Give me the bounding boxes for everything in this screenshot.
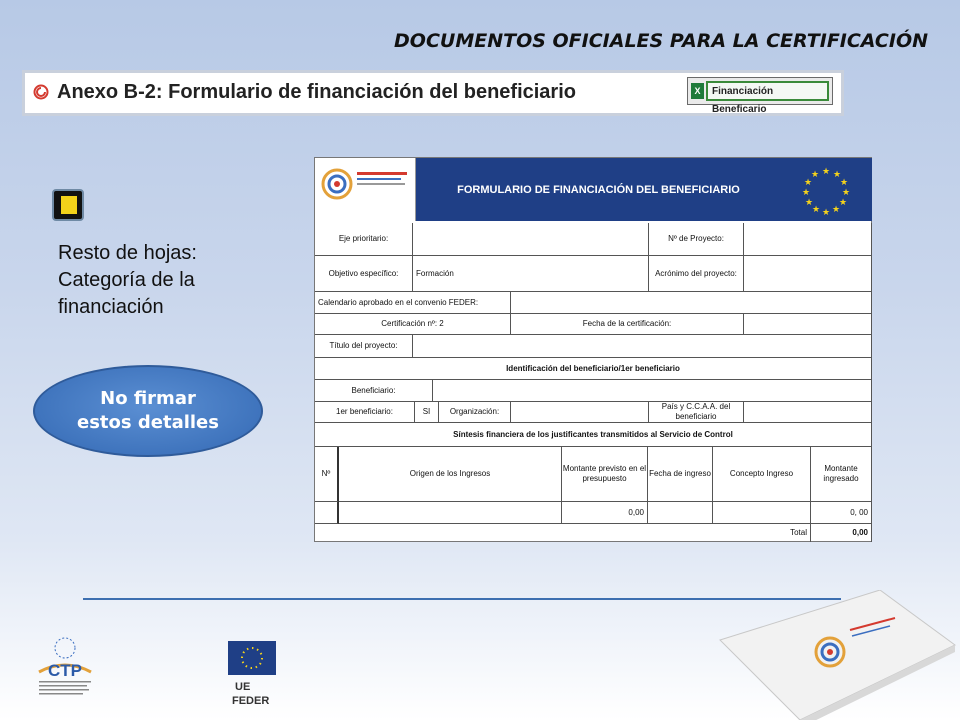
pais-ccaa-field[interactable] xyxy=(744,402,872,423)
svg-text:★: ★ xyxy=(810,170,820,180)
eu-flag-icon xyxy=(781,158,872,221)
col-header-montante-previsto: Montante previsto en el presupuesto xyxy=(562,447,648,502)
ctp-swirl-logo-icon xyxy=(315,158,415,220)
sheet-description-line: Resto de hojas: xyxy=(58,242,197,264)
numero-proyecto-field[interactable] xyxy=(744,223,872,256)
beneficiario-label: Beneficiario: xyxy=(315,380,433,402)
acronimo-label: Acrónimo del proyecto: xyxy=(649,256,744,292)
svg-text:★: ★ xyxy=(804,198,814,208)
total-label: Total xyxy=(315,524,811,542)
eje-prioritario-label: Eje prioritario: xyxy=(315,223,413,256)
acronimo-field[interactable] xyxy=(744,256,872,292)
sheet-description-line: financiación xyxy=(58,296,164,318)
table-cell[interactable] xyxy=(713,502,811,524)
table-cell[interactable] xyxy=(315,502,339,524)
svg-text:★: ★ xyxy=(838,198,848,208)
feder-text: FEDER xyxy=(232,695,270,707)
identificacion-header: Identificación del beneficiario/1er beneficiario xyxy=(315,358,872,380)
excel-icon: X xyxy=(691,83,704,99)
no-firmar-badge xyxy=(33,365,263,457)
sintesis-header: Síntesis financiera de los justificantes transmitidos al Servicio de Control xyxy=(315,423,872,447)
svg-text:★: ★ xyxy=(821,208,831,218)
table-cell-ingresado[interactable]: 0, 00 xyxy=(811,502,872,524)
svg-text:★: ★ xyxy=(832,170,842,180)
col-header-montante-ingresado: Montante ingresado xyxy=(811,447,872,502)
calendario-label: Calendario aprobado en el convenio FEDER: xyxy=(315,292,511,314)
svg-text:★: ★ xyxy=(831,205,841,215)
primer-beneficiario-value[interactable]: SI xyxy=(415,402,439,423)
ue-text: UE xyxy=(235,681,251,693)
fecha-certificacion-label: Fecha de la certificación: xyxy=(511,314,744,335)
tab-button-label: Financiación Beneficario xyxy=(706,81,829,101)
annex-bar xyxy=(22,70,844,116)
organizacion-field[interactable] xyxy=(511,402,649,423)
eu-flag-small-icon xyxy=(228,641,276,675)
calendario-field[interactable] xyxy=(511,292,872,314)
financing-form xyxy=(314,157,872,542)
svg-text:★: ★ xyxy=(801,188,811,198)
table-cell[interactable] xyxy=(648,502,713,524)
pais-ccaa-label: País y C.C.A.A. del beneficiario xyxy=(649,402,744,423)
col-header-concepto: Concepto Ingreso xyxy=(713,447,811,502)
titulo-proyecto-field[interactable] xyxy=(413,335,872,358)
numero-proyecto-label: Nº de Proyecto: xyxy=(649,223,744,256)
svg-text:★: ★ xyxy=(803,178,813,188)
col-header-origen: Origen de los Ingresos xyxy=(339,447,562,502)
total-value: 0,00 xyxy=(811,524,872,542)
beneficiario-field[interactable] xyxy=(433,380,872,402)
certificacion-label: Certificación nº: 2 xyxy=(315,314,511,335)
col-header-fecha-ingreso: Fecha de ingreso xyxy=(648,447,713,502)
eje-prioritario-field[interactable] xyxy=(413,223,649,256)
primer-beneficiario-label: 1er beneficiario: xyxy=(315,402,415,423)
svg-text:★: ★ xyxy=(841,188,851,198)
objetivo-especifico-field[interactable]: Formación xyxy=(413,256,649,292)
organizacion-label: Organización: xyxy=(439,402,511,423)
form-logo xyxy=(315,158,416,221)
ue-feder-label xyxy=(232,680,269,708)
svg-text:★: ★ xyxy=(811,205,821,215)
table-cell[interactable] xyxy=(339,502,562,524)
objetivo-especifico-label: Objetivo específico: xyxy=(315,256,413,292)
ctp-logo xyxy=(25,628,105,708)
form-banner: FORMULARIO DE FINANCIACIÓN DEL BENEFICIARIO xyxy=(416,158,781,221)
svg-text:★: ★ xyxy=(839,178,849,188)
document-booklet-image xyxy=(690,590,960,720)
document-icon[interactable] xyxy=(52,189,84,221)
badge-line: No firmar xyxy=(100,388,196,409)
svg-text:CTP: CTP xyxy=(48,661,82,680)
fecha-certificacion-field[interactable] xyxy=(744,314,872,335)
col-header-numero: Nº xyxy=(315,447,339,502)
page-header-title: DOCUMENTOS OFICIALES PARA LA CERTIFICACIÓN xyxy=(394,30,928,52)
table-cell-previsto[interactable]: 0,00 xyxy=(562,502,648,524)
financiacion-beneficiario-tab-button[interactable] xyxy=(687,77,833,115)
sheet-description xyxy=(58,240,197,321)
titulo-proyecto-label: Título del proyecto: xyxy=(315,335,413,358)
sheet-description-line: Categoría de la xyxy=(58,269,195,291)
svg-text:★: ★ xyxy=(821,167,831,177)
badge-line: estos detalles xyxy=(77,412,219,433)
annex-title: Anexo B-2: Formulario de financiación del beneficiario xyxy=(57,81,576,103)
swirl-logo-icon xyxy=(33,84,49,100)
